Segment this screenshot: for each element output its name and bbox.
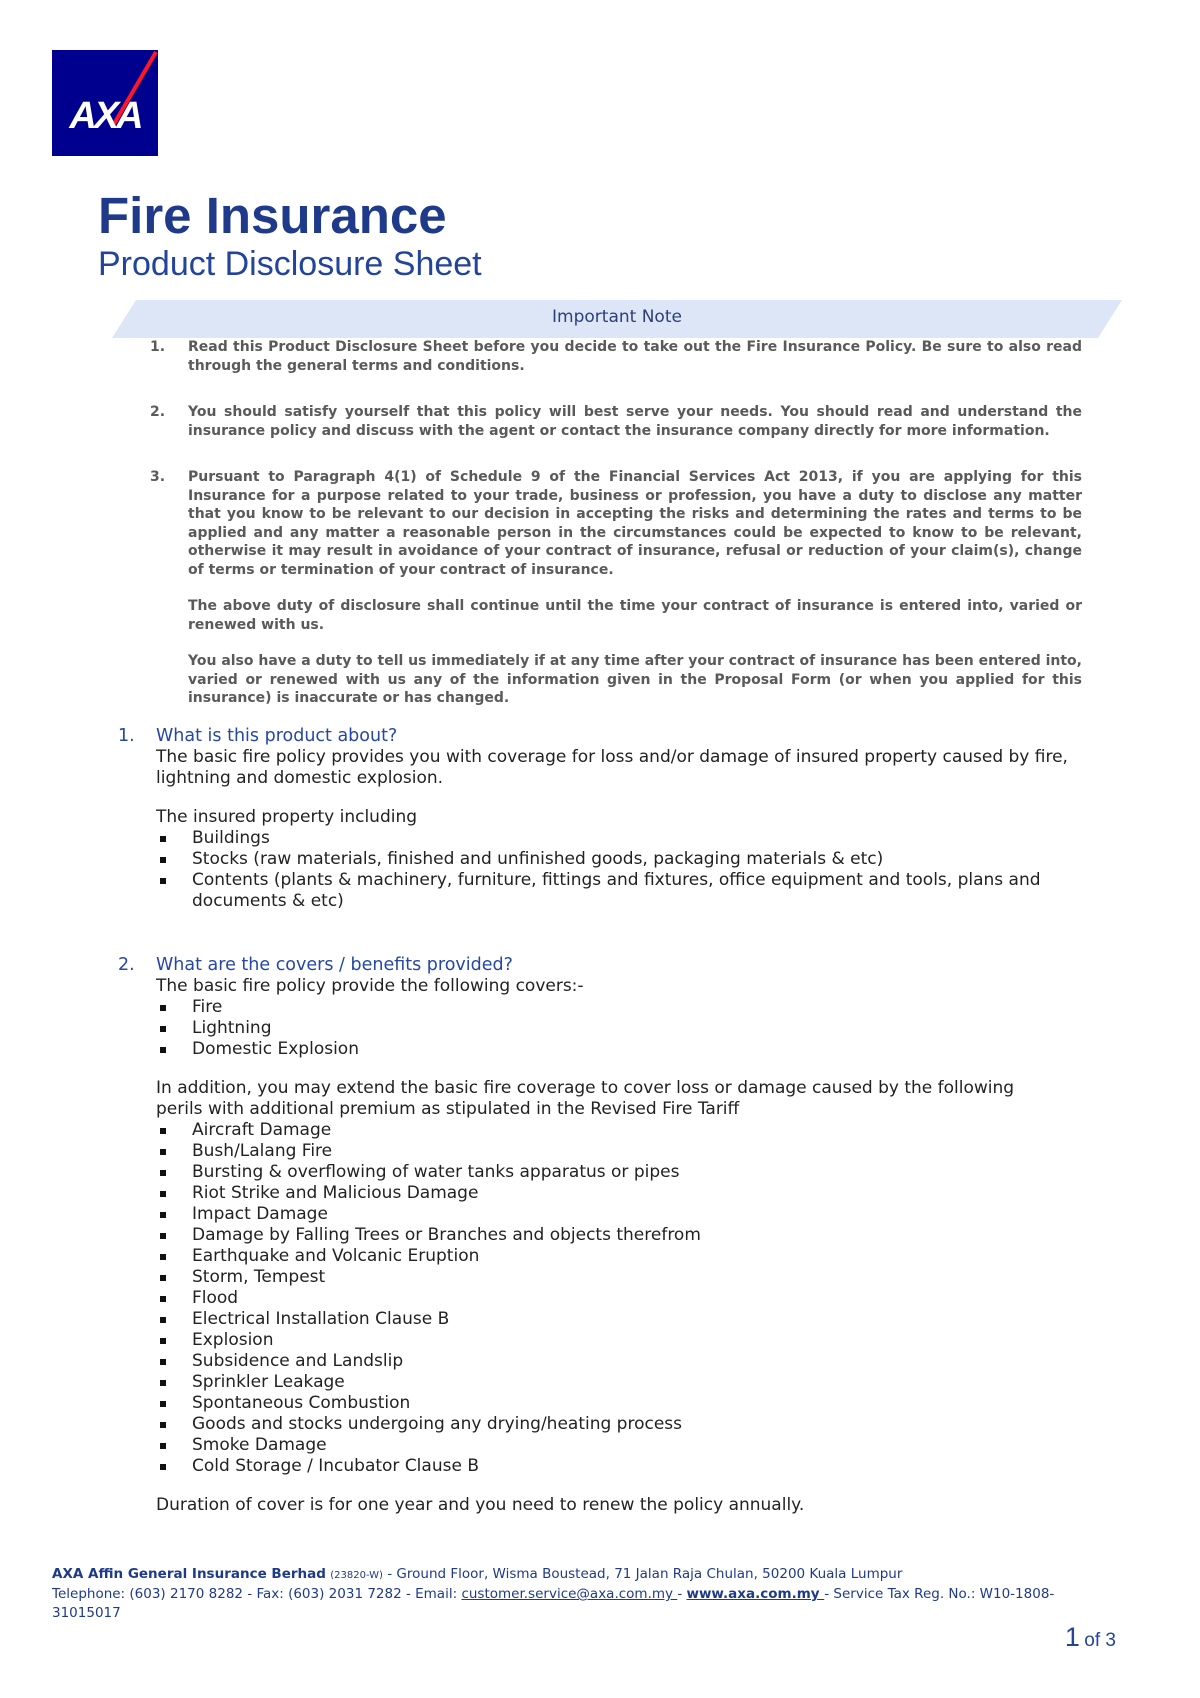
- extension-perils-list: [156, 1120, 1138, 1477]
- list-item: Contents (plants & machinery, furniture, fittings and fixtures, office equipment and tools, plans and documents & etc): [156, 870, 1138, 912]
- section-number: 1.: [118, 726, 135, 746]
- insured-property-list: [156, 828, 1138, 912]
- footer-separator: -: [677, 1586, 687, 1602]
- note-item: [150, 338, 1082, 375]
- company-address: - Ground Floor, Wisma Boustead, 71 Jalan Raja Chulan, 50200 Kuala Lumpur: [382, 1566, 903, 1582]
- list-item: Domestic Explosion: [156, 1039, 1138, 1060]
- list-item: Riot Strike and Malicious Damage: [156, 1183, 1138, 1204]
- list-item: Storm, Tempest: [156, 1267, 1138, 1288]
- section-product-about: [118, 726, 1138, 912]
- list-item: Cold Storage / Incubator Clause B: [156, 1456, 1138, 1477]
- list-item: Goods and stocks undergoing any drying/heating process: [156, 1414, 1138, 1435]
- list-item: Earthquake and Volcanic Eruption: [156, 1246, 1138, 1267]
- section-heading-text: What are the covers / benefits provided?: [156, 955, 513, 975]
- section-body: [118, 976, 1138, 1516]
- duration-note: Duration of cover is for one year and you need to renew the policy annually.: [156, 1495, 805, 1515]
- list-item: Spontaneous Combustion: [156, 1393, 1138, 1414]
- list-item: Electrical Installation Clause B: [156, 1309, 1138, 1330]
- list-item: Sprinkler Leakage: [156, 1372, 1138, 1393]
- company-reg-no: (23820-W): [330, 1570, 383, 1581]
- section-heading: [118, 726, 1138, 747]
- section-heading: [118, 955, 1138, 976]
- note-text: You should satisfy yourself that this policy will best serve your needs. You should read and understand the insurance policy and discuss with the agent or contact the insurance company directly for more information.: [188, 404, 1082, 439]
- note-number: 2.: [150, 404, 166, 420]
- list-item: Aircraft Damage: [156, 1120, 1138, 1141]
- note-number: 3.: [150, 469, 166, 485]
- list-item: Stocks (raw materials, finished and unfinished goods, packaging materials & etc): [156, 849, 1138, 870]
- website-link[interactable]: www.axa.com.my: [686, 1586, 825, 1602]
- footer: [52, 1565, 1112, 1623]
- section-heading-text: What is this product about?: [156, 726, 398, 746]
- list-item: Bush/Lalang Fire: [156, 1141, 1138, 1162]
- section-intro: The basic fire policy provides you with coverage for loss and/or damage of insured property caused by fire, lightning and domestic explosion.: [156, 747, 1068, 788]
- footer-contact-line: [52, 1585, 1112, 1623]
- current-page: 1: [1064, 1622, 1080, 1652]
- page-title: Fire Insurance: [98, 187, 447, 244]
- list-item: Explosion: [156, 1330, 1138, 1351]
- list-item: Fire: [156, 997, 1138, 1018]
- note-item: [150, 468, 1082, 579]
- axa-logo: [52, 50, 158, 156]
- list-item: Smoke Damage: [156, 1435, 1138, 1456]
- important-note-list: [150, 338, 1082, 708]
- email-link[interactable]: customer.service@axa.com.my: [461, 1586, 678, 1602]
- list-intro: The insured property including: [156, 807, 418, 827]
- section-intro: The basic fire policy provide the following covers:-: [156, 976, 584, 996]
- note-number: 1.: [150, 339, 166, 355]
- note-paragraph: You also have a duty to tell us immediately if at any time after your contract of insurance has been entered into, varied or renewed with us any of the information given in the Proposal Form (or when you applied for this insurance) is inaccurate or has changed.: [188, 653, 1082, 706]
- important-note-banner: [112, 300, 1122, 338]
- extension-intro: In addition, you may extend the basic fire coverage to cover loss or damage caused by the following perils with additional premium as stipulated in the Revised Fire Tariff: [156, 1078, 1015, 1119]
- list-item: Impact Damage: [156, 1204, 1138, 1225]
- section-body: [118, 747, 1138, 912]
- list-item: Subsidence and Landslip: [156, 1351, 1138, 1372]
- logo-text: AXA: [69, 95, 141, 137]
- list-item: Damage by Falling Trees or Branches and objects therefrom: [156, 1225, 1138, 1246]
- list-item: Lightning: [156, 1018, 1138, 1039]
- basic-covers-list: [156, 997, 1138, 1060]
- footer-company-line: [52, 1565, 1112, 1585]
- note-text: Pursuant to Paragraph 4(1) of Schedule 9 of the Financial Services Act 2013, if you are applying for this Insurance for a purpose related to your trade, business or profession, you have a duty to disclose any matter that you know to be relevant to our decision in accepting the risks and determining the rates and terms to be applied and any matter a reasonable person in the circumstances could be expected to know to be relevant, otherwise it may result in avoidance of your contract of insurance, refusal or reduction of your claim(s), change of terms or termination of your contract of insurance.: [188, 469, 1082, 578]
- list-item: Flood: [156, 1288, 1138, 1309]
- note-text: Read this Product Disclosure Sheet before you decide to take out the Fire Insurance Policy. Be sure to also read through the general terms and conditions.: [188, 339, 1082, 374]
- contact-phone-fax: Telephone: (603) 2170 8282 - Fax: (603) 2031 7282 - Email:: [52, 1586, 462, 1602]
- list-item: Bursting & overflowing of water tanks apparatus or pipes: [156, 1162, 1138, 1183]
- list-item: Buildings: [156, 828, 1138, 849]
- note-item: [150, 403, 1082, 440]
- page-subtitle: Product Disclosure Sheet: [98, 245, 482, 283]
- service-tax-reg: - Service Tax Reg. No.: W10-1808-31015017: [52, 1586, 1055, 1621]
- section-number: 2.: [118, 955, 135, 975]
- note-paragraph: The above duty of disclosure shall continue until the time your contract of insurance is entered into, varied or renewed with us.: [188, 598, 1082, 633]
- section-covers-benefits: [118, 955, 1138, 1516]
- page-total: of 3: [1084, 1630, 1116, 1651]
- company-name: AXA Affin General Insurance Berhad: [52, 1566, 326, 1582]
- important-note-title: Important Note: [552, 307, 682, 327]
- page-number: [1065, 1622, 1116, 1653]
